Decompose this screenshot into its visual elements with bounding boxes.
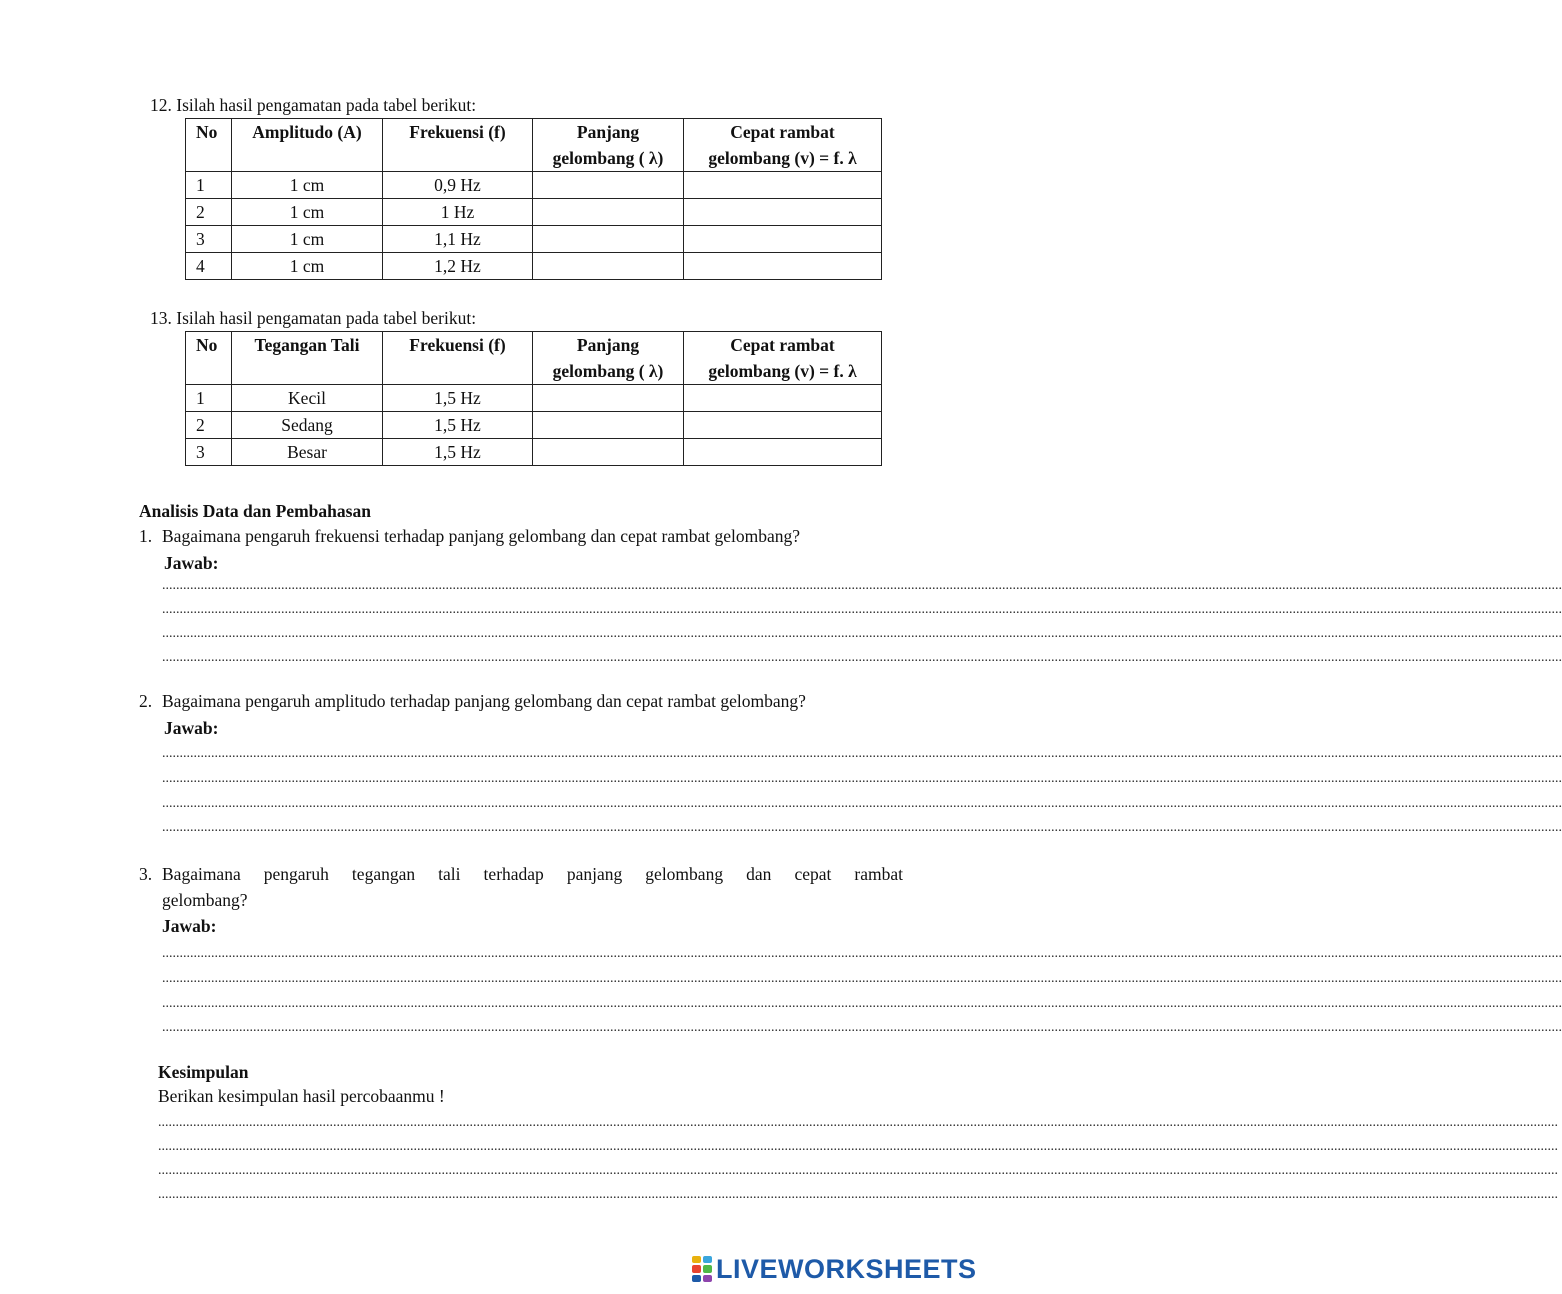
analysis-q1-number: 1. xyxy=(139,526,153,546)
q13-title: 13. Isilah hasil pengamatan pada tabel berikut: xyxy=(150,308,477,328)
analysis-q2-answer-line[interactable]: ................................................................................................................................................................................................................................................................................................................................................................................................................ xyxy=(162,746,1562,761)
q13-cell-speed-input[interactable] xyxy=(684,412,882,439)
q12-header-amplitude: Amplitudo (A) xyxy=(232,119,383,172)
analysis-q1-answer-line[interactable]: ................................................................................................................................................................................................................................................................................................................................................................................................................ xyxy=(162,650,1562,665)
q13-header-speed xyxy=(684,332,882,385)
q12-header-wavelength-line1: Panjang xyxy=(576,122,640,142)
analysis-q1-answer-label: Jawab: xyxy=(164,553,219,573)
q12-cell-no: 2 xyxy=(186,199,232,226)
q13-header-frequency: Frekuensi (f) xyxy=(383,332,533,385)
conclusion-heading: Kesimpulan xyxy=(158,1062,249,1082)
table-row xyxy=(186,172,882,199)
table-row xyxy=(186,412,882,439)
q13-cell-speed-input[interactable] xyxy=(684,385,882,412)
q12-cell-no: 3 xyxy=(186,226,232,253)
q12-cell-speed-input[interactable] xyxy=(684,199,882,226)
analysis-q2-answer-line[interactable]: ................................................................................................................................................................................................................................................................................................................................................................................................................ xyxy=(162,771,1562,786)
q12-cell-frequency: 1,2 Hz xyxy=(383,253,533,280)
logo-block-icon xyxy=(703,1275,712,1282)
q12-cell-amplitude: 1 cm xyxy=(232,253,383,280)
analysis-q2-answer-line[interactable]: ................................................................................................................................................................................................................................................................................................................................................................................................................ xyxy=(162,820,1562,835)
analysis-q2-answer-line[interactable]: ................................................................................................................................................................................................................................................................................................................................................................................................................ xyxy=(162,796,1562,811)
q13-table xyxy=(185,331,882,466)
q13-cell-no: 1 xyxy=(186,385,232,412)
q12-cell-speed-input[interactable] xyxy=(684,226,882,253)
analysis-q2-answer-label: Jawab: xyxy=(164,718,219,738)
q13-cell-tension: Sedang xyxy=(232,412,383,439)
conclusion-answer-line[interactable]: ................................................................................................................................................................................................................................................................................................................................................................................................................ xyxy=(158,1187,1558,1202)
q12-cell-speed-input[interactable] xyxy=(684,172,882,199)
q13-cell-tension: Besar xyxy=(232,439,383,466)
q12-cell-no: 4 xyxy=(186,253,232,280)
q13-cell-wavelength-input[interactable] xyxy=(533,385,684,412)
q12-cell-amplitude: 1 cm xyxy=(232,199,383,226)
q13-header-wavelength xyxy=(533,332,684,385)
analysis-q1-answer-line[interactable]: ................................................................................................................................................................................................................................................................................................................................................................................................................ xyxy=(162,602,1562,617)
q12-cell-wavelength-input[interactable] xyxy=(533,253,684,280)
conclusion-answer-line[interactable]: ................................................................................................................................................................................................................................................................................................................................................................................................................ xyxy=(158,1139,1558,1154)
q12-header-row xyxy=(186,119,882,172)
table-row xyxy=(186,439,882,466)
q13-header-tension: Tegangan Tali xyxy=(232,332,383,385)
analysis-q3-text-line1: Bagaimana pengaruh tegangan tali terhadap panjang gelombang dan cepat rambat xyxy=(162,864,903,884)
q13-cell-no: 3 xyxy=(186,439,232,466)
analysis-q3-answer-line[interactable]: ................................................................................................................................................................................................................................................................................................................................................................................................................ xyxy=(162,971,1562,986)
analysis-q3-answer-line[interactable]: ................................................................................................................................................................................................................................................................................................................................................................................................................ xyxy=(162,1020,1562,1035)
logo-block-icon xyxy=(703,1265,712,1272)
q12-cell-amplitude: 1 cm xyxy=(232,226,383,253)
liveworksheets-logo-text: LIVEWORKSHEETS xyxy=(716,1253,977,1284)
analysis-q1-text: Bagaimana pengaruh frekuensi terhadap panjang gelombang dan cepat rambat gelombang? xyxy=(162,526,801,546)
q13-header-no: No xyxy=(186,332,232,385)
q13-cell-frequency: 1,5 Hz xyxy=(383,385,533,412)
analysis-q3-answer-line[interactable]: ................................................................................................................................................................................................................................................................................................................................................................................................................ xyxy=(162,946,1562,961)
analysis-q3-text-line2: gelombang? xyxy=(162,890,248,910)
liveworksheets-logo-icon xyxy=(692,1256,712,1282)
logo-block-icon xyxy=(692,1256,701,1263)
q12-cell-wavelength-input[interactable] xyxy=(533,199,684,226)
table-row xyxy=(186,385,882,412)
q12-table xyxy=(185,118,882,280)
q12-title: 12. Isilah hasil pengamatan pada tabel berikut: xyxy=(150,95,477,115)
logo-block-icon xyxy=(703,1256,712,1263)
analysis-q3-answer-line[interactable]: ................................................................................................................................................................................................................................................................................................................................................................................................................ xyxy=(162,996,1562,1011)
q13-header-speed-line1: Cepat rambat xyxy=(730,335,835,355)
analysis-q1-answer-line[interactable]: ................................................................................................................................................................................................................................................................................................................................................................................................................ xyxy=(162,626,1562,641)
analysis-q2-number: 2. xyxy=(139,691,153,711)
q12-cell-frequency: 1 Hz xyxy=(383,199,533,226)
analysis-heading: Analisis Data dan Pembahasan xyxy=(139,501,371,521)
q12-header-speed-line2: gelombang (v) = f. λ xyxy=(708,148,857,168)
q13-header-wavelength-line2: gelombang ( λ) xyxy=(552,361,664,381)
q12-cell-no: 1 xyxy=(186,172,232,199)
liveworksheets-logo[interactable] xyxy=(692,1254,977,1284)
logo-block-icon xyxy=(692,1275,701,1282)
logo-block-icon xyxy=(692,1265,701,1272)
conclusion-answer-line[interactable]: ................................................................................................................................................................................................................................................................................................................................................................................................................ xyxy=(158,1115,1558,1130)
conclusion-answer-line[interactable]: ................................................................................................................................................................................................................................................................................................................................................................................................................ xyxy=(158,1163,1558,1178)
table-row xyxy=(186,253,882,280)
q13-cell-tension: Kecil xyxy=(232,385,383,412)
q12-header-frequency: Frekuensi (f) xyxy=(383,119,533,172)
q12-header-wavelength-line2: gelombang ( λ) xyxy=(552,148,664,168)
q13-cell-speed-input[interactable] xyxy=(684,439,882,466)
analysis-q2-text: Bagaimana pengaruh amplitudo terhadap panjang gelombang dan cepat rambat gelombang? xyxy=(162,691,806,711)
q12-cell-speed-input[interactable] xyxy=(684,253,882,280)
q12-header-speed xyxy=(684,119,882,172)
analysis-q3-number: 3. xyxy=(139,864,153,884)
analysis-q1-answer-line[interactable]: ................................................................................................................................................................................................................................................................................................................................................................................................................ xyxy=(162,578,1562,593)
analysis-q3-answer-label: Jawab: xyxy=(162,916,217,936)
table-row xyxy=(186,199,882,226)
q13-cell-wavelength-input[interactable] xyxy=(533,412,684,439)
q12-header-speed-line1: Cepat rambat xyxy=(730,122,835,142)
q13-header-speed-line2: gelombang (v) = f. λ xyxy=(708,361,857,381)
q12-cell-frequency: 0,9 Hz xyxy=(383,172,533,199)
q13-cell-wavelength-input[interactable] xyxy=(533,439,684,466)
q12-header-wavelength xyxy=(533,119,684,172)
conclusion-prompt: Berikan kesimpulan hasil percobaanmu ! xyxy=(158,1086,445,1106)
q13-cell-frequency: 1,5 Hz xyxy=(383,412,533,439)
q12-cell-wavelength-input[interactable] xyxy=(533,226,684,253)
q13-header-wavelength-line1: Panjang xyxy=(576,335,640,355)
q12-header-no: No xyxy=(186,119,232,172)
q12-cell-frequency: 1,1 Hz xyxy=(383,226,533,253)
q12-cell-amplitude: 1 cm xyxy=(232,172,383,199)
q13-cell-frequency: 1,5 Hz xyxy=(383,439,533,466)
q13-header-row xyxy=(186,332,882,385)
q13-cell-no: 2 xyxy=(186,412,232,439)
table-row xyxy=(186,226,882,253)
q12-cell-wavelength-input[interactable] xyxy=(533,172,684,199)
